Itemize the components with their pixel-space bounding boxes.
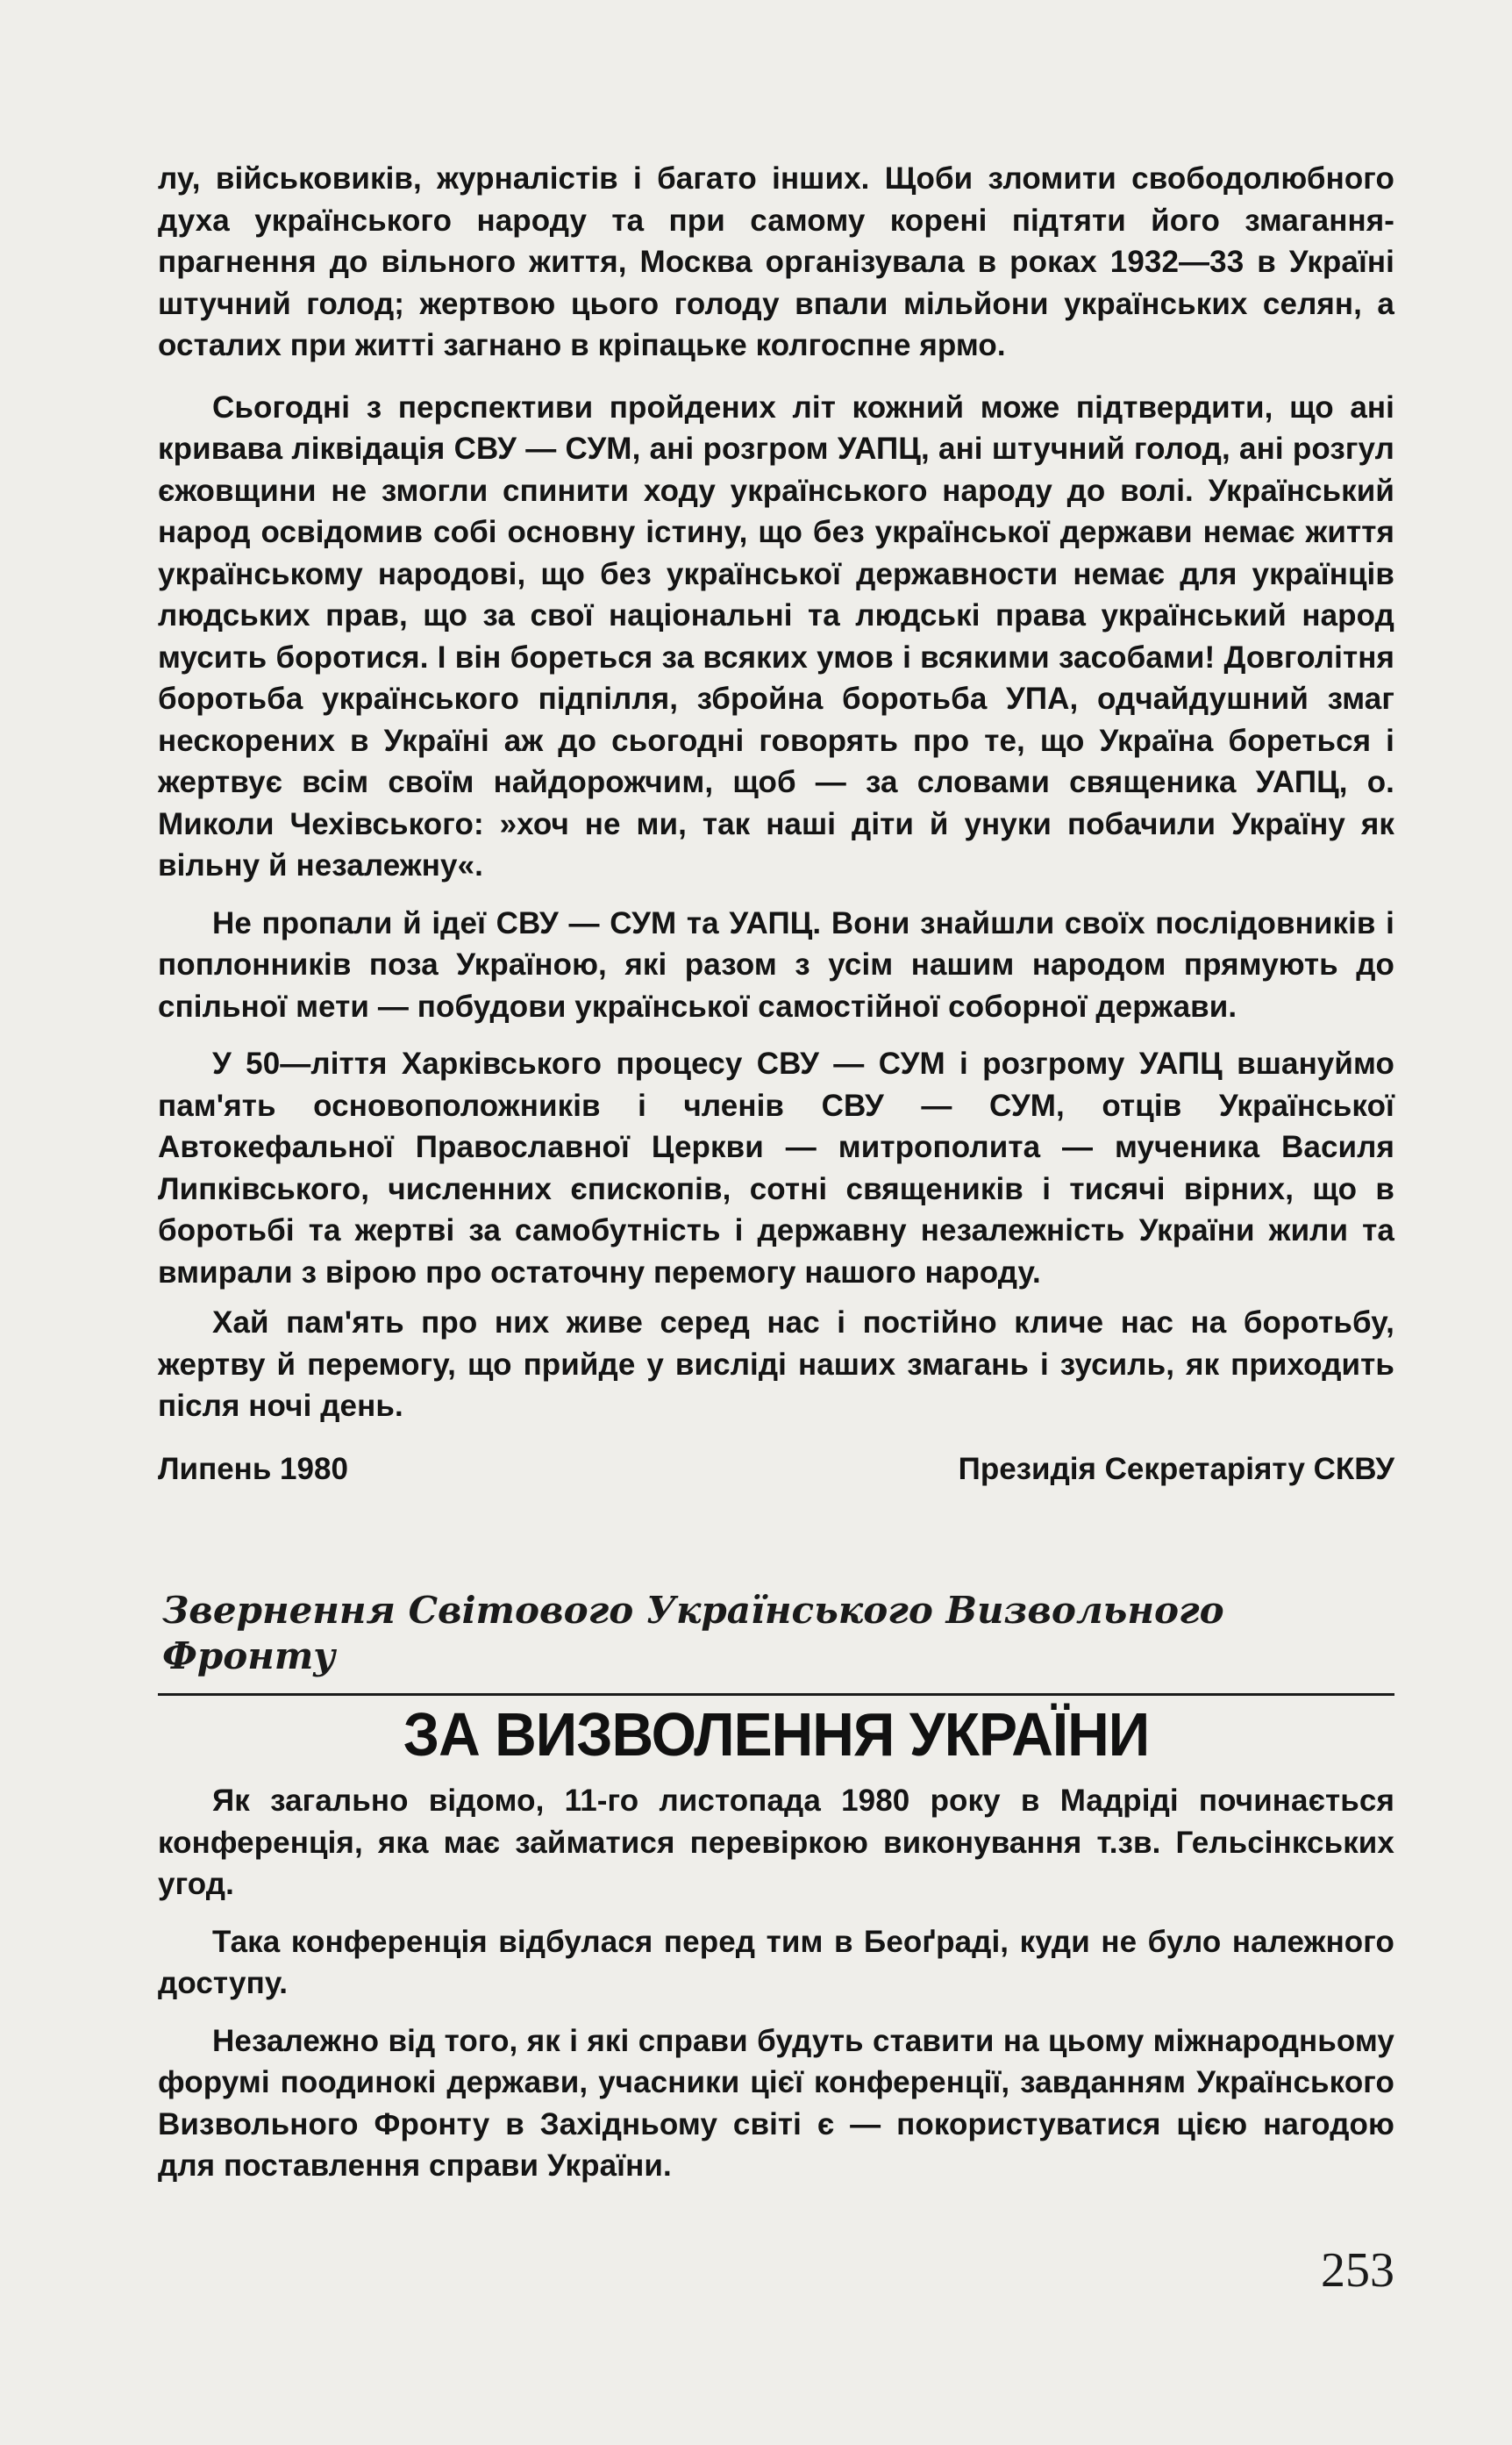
signature-date: Липень 1980 [158,1451,348,1486]
paragraph-memory: Хай пам'ять про них живе серед нас і постійно кличе нас на боротьбу, жертву й перемогу, що прийде у висліді наших змагань і зусиль, як приходить після ночі день. [158,1305,1394,1423]
paragraph-50th-anniversary: У 50—ліття Харківського процесу СВУ — СУМ і розгрому УАПЦ вшануймо пам'ять основоположників і членів СВУ — СУМ, отців Української Автокефальної Православної Церкви — митрополита — мученика Василя Липківського, численних єпископів, сотні священиків і тисячі вірних, що в боротьбі та жертві за самобутність і державну незалежність України жили та вмирали з вірою про остаточну перемогу нашого народу. [158,1047,1394,1290]
page-number: 253 [1321,2243,1394,2298]
paragraph-moscow-famine: лу, військовиків, журналістів і багато інших. Щоби зломити свободолюбного духа українського народу та при самому корені підтяти його змагання-прагнення до вільного життя, Москва організувала в роках 1932—33 в Україні штучний голод; жертвою цього голоду впали мільйони українських селян, а осталих при житті загнано в кріпацьке колгоспне ярмо. [158,161,1394,362]
paragraph-belgrade: Така конференція відбулася перед тим в Беоґраді, куди не було належного доступу. [158,1924,1394,2000]
appeal-heading: Звернення Світового Українського Визвольного Фронту [162,1589,1224,1677]
signature-row [158,1448,1394,1491]
article-title: ЗА ВИЗВОЛЕННЯ УКРАЇНИ [403,1700,1150,1769]
paragraph-ideas-not-lost: Не пропали й ідеї СВУ — СУМ та УАПЦ. Вони знайшли своїх послідовників і поплонників поза Україною, які разом з усім нашим народом прямують до спільної мети — побудови української самостійної соборної держави. [158,905,1394,1024]
paragraph-perspective: Сьогодні з перспективи пройдених літ кожний може підтвердити, що ані кривава ліквідація СВУ — СУМ, ані розгром УАПЦ, ані штучний голод, ані розгул єжовщини не змогли спинити ходу українського народу до волі. Український народ освідомив собі основну істину, що без української держави немає життя українському народові, що без української державности немає для українців людських прав, що за свої національні та людські права український народ мусить боротися. І він бореться за всяких умов і всякими засобами! Довголітня боротьба українського підпілля, збройна боротьба УПА, одчайдушний змаг нескорених в Україні аж до сьогодні говорять про те, що Україна бореться і жертвує всім своїм найдорожчим, щоб — за словами священика УАПЦ, о. Миколи Чехівського: »хоч не ми, так наші діти й унуки побачили Україну як вільну й незалежну«. [158,390,1394,883]
paragraph-regardless: Незалежно від того, як і які справи будуть ставити на цьому міжнародньому форумі поодинокі держави, учасники цієї конференції, завданням Українського Визвольного Фронту в Західньому світі є — покористуватися цією нагодою для поставлення справи України. [158,2023,1394,2183]
paragraph-madrid-conference: Як загально відомо, 11-го листопада 1980 року в Мадріді починається конференція, яка має займатися перевіркою виконування т.зв. Гельсінкських угод. [158,1784,1394,1901]
document-page [158,158,1394,2187]
signature-author: Президія Секретаріяту СКВУ [958,1451,1394,1486]
